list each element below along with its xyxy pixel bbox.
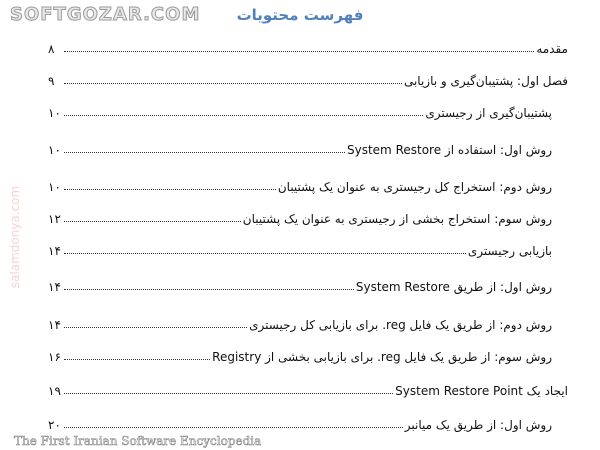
toc-page-number: ۹ — [48, 74, 55, 88]
toc-entry-label: روش اول: استفاده از System Restore — [347, 143, 552, 157]
toc-entry[interactable] — [48, 139, 552, 157]
dot-leader — [64, 115, 423, 116]
toc-entry-label: روش دوم: از طریق یک فایل reg. برای بازیابی کل رجیستری — [249, 318, 552, 332]
toc-entry[interactable] — [48, 208, 552, 226]
dot-leader — [64, 51, 534, 52]
dot-leader — [64, 359, 210, 360]
dot-leader — [64, 253, 466, 254]
toc-page-number: ۱۹ — [48, 384, 61, 398]
toc-page-number: ۱۴ — [48, 318, 61, 332]
toc-page-number: ۱۰ — [48, 143, 61, 157]
watermark-diagonal: salamdonya.com — [8, 185, 22, 289]
toc-page-number: ۱۰ — [48, 106, 61, 120]
toc-entry-label: روش سوم: استخراج بخشی از رجیستری به عنوان یک پشتیبان — [242, 212, 552, 226]
dot-leader — [64, 393, 393, 394]
toc-entry[interactable] — [48, 414, 552, 432]
dot-leader — [64, 221, 241, 222]
toc-entry[interactable] — [48, 240, 552, 258]
toc-page-number: ۲۰ — [48, 418, 61, 432]
toc-page-number: ۱۰ — [48, 180, 61, 194]
watermark-logo: SOFTGOZAR.COM — [10, 4, 201, 25]
toc-entry[interactable] — [48, 314, 552, 332]
toc-entry-label: پشتیبان‌گیری از رجیستری — [425, 106, 552, 120]
watermark-tagline: The First Iranian Software Encyclopedia — [14, 434, 262, 448]
toc-entry-label: ایجاد یک System Restore Point — [395, 384, 568, 398]
toc-entry[interactable] — [48, 70, 568, 88]
toc-entry[interactable] — [48, 102, 552, 120]
dot-leader — [64, 289, 354, 290]
toc-entry[interactable] — [48, 176, 552, 194]
toc-page-number: ۸ — [48, 42, 55, 56]
toc-entry[interactable] — [48, 380, 568, 398]
toc-entry[interactable] — [48, 38, 568, 56]
toc-entry-label: روش اول: از طریق یک میانبر — [404, 418, 552, 432]
toc-page-number: ۱۴ — [48, 280, 61, 294]
toc-page-number: ۱۴ — [48, 244, 61, 258]
dot-leader — [64, 427, 403, 428]
toc-entry[interactable] — [48, 276, 552, 294]
toc-page-number: ۱۲ — [48, 212, 61, 226]
dot-leader — [64, 189, 276, 190]
toc-entry-label: بازیابی رجیستری — [467, 244, 552, 258]
toc-title: فهرست محتویات — [236, 6, 364, 24]
toc-entry-label: روش سوم: از طریق یک فایل reg. برای بازیابی بخشی از Registry — [212, 350, 552, 364]
dot-leader — [64, 327, 247, 328]
toc-entry-label: روش اول: از طریق System Restore — [355, 280, 552, 294]
toc-page-number: ۱۶ — [48, 350, 61, 364]
dot-leader — [64, 152, 345, 153]
toc-entry-label: فصل اول: پشتیبان‌گیری و بازیابی — [403, 74, 568, 88]
dot-leader — [64, 83, 402, 84]
toc-entry[interactable] — [48, 346, 552, 364]
toc-entry-label: مقدمه — [536, 42, 568, 56]
toc-entry-label: روش دوم: استخراج کل رجیستری به عنوان یک پشتیبان — [277, 180, 552, 194]
